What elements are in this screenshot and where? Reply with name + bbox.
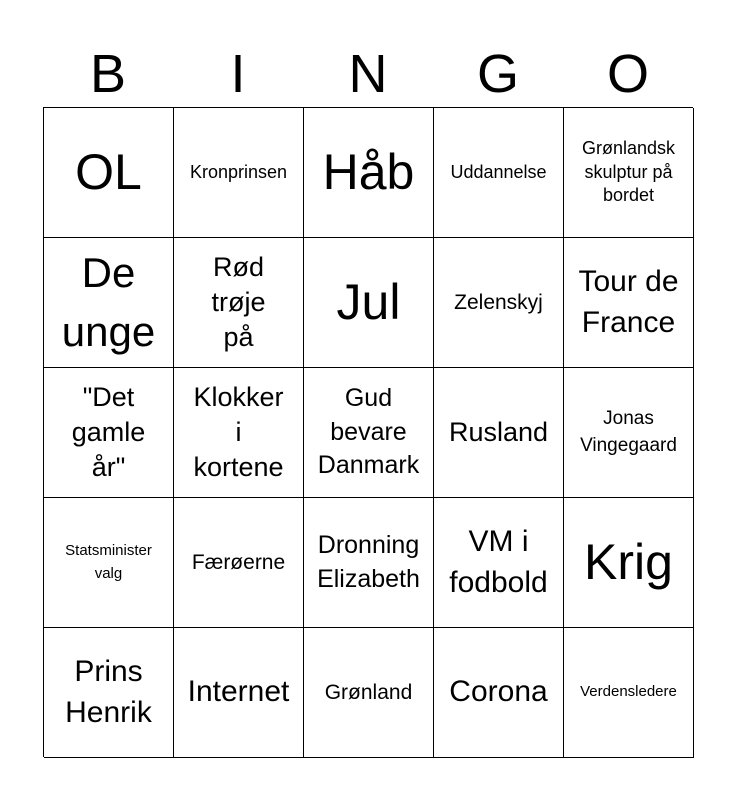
header-letter-b: B: [89, 44, 127, 104]
bingo-cell-r4-c3[interactable]: Corona: [434, 628, 564, 758]
bingo-cell-r2-c1[interactable]: Klokker i kortene: [174, 368, 304, 498]
bingo-cell-r4-c0[interactable]: Prins Henrik: [44, 628, 174, 758]
bingo-cell-r3-c1[interactable]: Færøerne: [174, 498, 304, 628]
bingo-cell-r0-c3[interactable]: Uddannelse: [434, 108, 564, 238]
header-letter-i: I: [230, 44, 246, 104]
bingo-cell-r1-c0[interactable]: De unge: [44, 238, 174, 368]
bingo-cell-r4-c1[interactable]: Internet: [174, 628, 304, 758]
bingo-grid: [43, 107, 693, 757]
bingo-cell-r2-c2[interactable]: Gud bevare Danmark: [304, 368, 434, 498]
bingo-cell-r2-c3[interactable]: Rusland: [434, 368, 564, 498]
bingo-cell-r0-c1[interactable]: Kronprinsen: [174, 108, 304, 238]
bingo-cell-r0-c2[interactable]: Håb: [304, 108, 434, 238]
header-letter-n: N: [348, 44, 388, 104]
header-letter-g: G: [476, 44, 519, 104]
bingo-cell-r3-c0[interactable]: Statsminister valg: [44, 498, 174, 628]
bingo-cell-r4-c2[interactable]: Grønland: [304, 628, 434, 758]
header-letter-o: O: [606, 44, 649, 104]
bingo-cell-r1-c4[interactable]: Tour de France: [564, 238, 694, 368]
bingo-cell-r3-c3[interactable]: VM i fodbold: [434, 498, 564, 628]
bingo-cell-r0-c0[interactable]: OL: [44, 108, 174, 238]
bingo-cell-r1-c2[interactable]: Jul: [304, 238, 434, 368]
bingo-cell-r4-c4[interactable]: Verdensledere: [564, 628, 694, 758]
bingo-cell-r3-c4[interactable]: Krig: [564, 498, 694, 628]
bingo-cell-r2-c0[interactable]: "Det gamle år": [44, 368, 174, 498]
bingo-cell-r3-c2[interactable]: Dronning Elizabeth: [304, 498, 434, 628]
bingo-cell-r1-c1[interactable]: Rød trøje på: [174, 238, 304, 368]
bingo-cell-r2-c4[interactable]: Jonas Vingegaard: [564, 368, 694, 498]
bingo-cell-r0-c4[interactable]: Grønlandsk skulptur på bordet: [564, 108, 694, 238]
bingo-header: [43, 40, 693, 108]
bingo-cell-r1-c3[interactable]: Zelenskyj: [434, 238, 564, 368]
